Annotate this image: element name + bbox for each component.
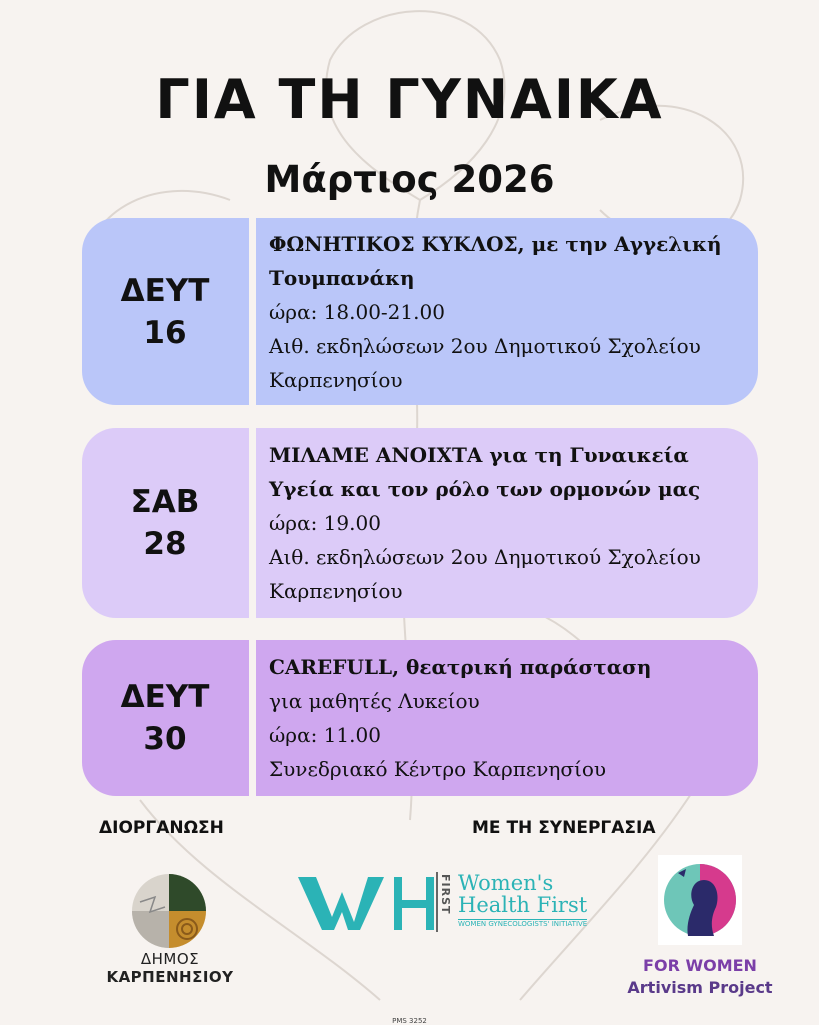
whf-first-text: FIRST: [439, 874, 452, 915]
event-venue: Αιθ. εκδηλώσεων 2ου Δημοτικού Σχολείου: [269, 545, 701, 569]
event-venue-cont: Καρπενησίου: [269, 579, 403, 603]
whf-tagline: WOMEN GYNECOLOGISTS' INITIATIVE: [458, 920, 588, 928]
event-weekday: ΣΑΒ: [130, 484, 200, 520]
event-time: ώρα: 19.00: [269, 511, 381, 535]
event-title-cont: Υγεία και τον ρόλο των ορμονών μας: [269, 477, 701, 501]
whf-monogram-icon: [298, 872, 443, 932]
event-card-1: [82, 218, 758, 405]
event-venue-cont: Καρπενησίου: [269, 367, 403, 392]
event-time: ώρα: 18.00-21.00: [269, 299, 445, 324]
for-women-text: FOR WOMEN Artivism Project: [627, 956, 773, 997]
poster-subtitle: Μάρτιος 2026: [264, 158, 555, 201]
event-day-number: 30: [143, 721, 187, 757]
event-date-block: [82, 428, 248, 618]
event-title: CAREFULL, θεατρική παράσταση: [269, 655, 652, 679]
event-card-2: [82, 428, 758, 618]
event-time: ώρα: 11.00: [269, 723, 381, 747]
event-title-cont: Τουμπανάκη: [269, 265, 415, 290]
event-card-3: [82, 640, 758, 796]
event-audience: για μαθητές Λυκείου: [269, 689, 480, 713]
event-day-number: 28: [143, 526, 187, 562]
whf-name: Women's Health First: [458, 871, 588, 917]
event-title: ΜΙΛΑΜΕ ΑΝΟΙΧΤΑ για τη Γυναικεία: [269, 443, 689, 467]
whf-logo: [298, 872, 598, 932]
event-weekday: ΔΕΥΤ: [120, 272, 210, 309]
woman-silhouette-icon: [658, 855, 742, 945]
municipality-name: ΔΗΜΟΣ ΚΑΡΠΕΝΗΣΙΟΥ: [106, 950, 234, 986]
card-divider: [249, 428, 256, 618]
event-details: [269, 640, 744, 796]
event-date-block: [82, 218, 248, 405]
event-details: [269, 428, 744, 618]
poster-title: ΓΙΑ ΤΗ ΓΥΝΑΙΚΑ: [155, 68, 664, 131]
event-weekday: ΔΕΥΤ: [120, 679, 210, 715]
event-date-block: [82, 640, 248, 796]
event-title: ΦΩΝΗΤΙΚΟΣ ΚΥΚΛΟΣ, με την Αγγελική: [269, 231, 722, 256]
partner-label: ΜΕ ΤΗ ΣΥΝΕΡΓΑΣΙΑ: [472, 818, 656, 838]
print-code: PMS 3252: [392, 1017, 427, 1025]
card-divider: [249, 218, 256, 405]
organizer-label: ΔΙΟΡΓΑΝΩΣΗ: [99, 818, 224, 838]
event-details: [269, 218, 744, 405]
for-women-logo: [658, 855, 742, 945]
event-venue: Αιθ. εκδηλώσεων 2ου Δημοτικού Σχολείου: [269, 333, 701, 358]
event-day-number: 16: [143, 314, 187, 351]
event-venue: Συνεδριακό Κέντρο Καρπενησίου: [269, 757, 607, 781]
card-divider: [249, 640, 256, 796]
municipality-logo: [130, 872, 208, 950]
